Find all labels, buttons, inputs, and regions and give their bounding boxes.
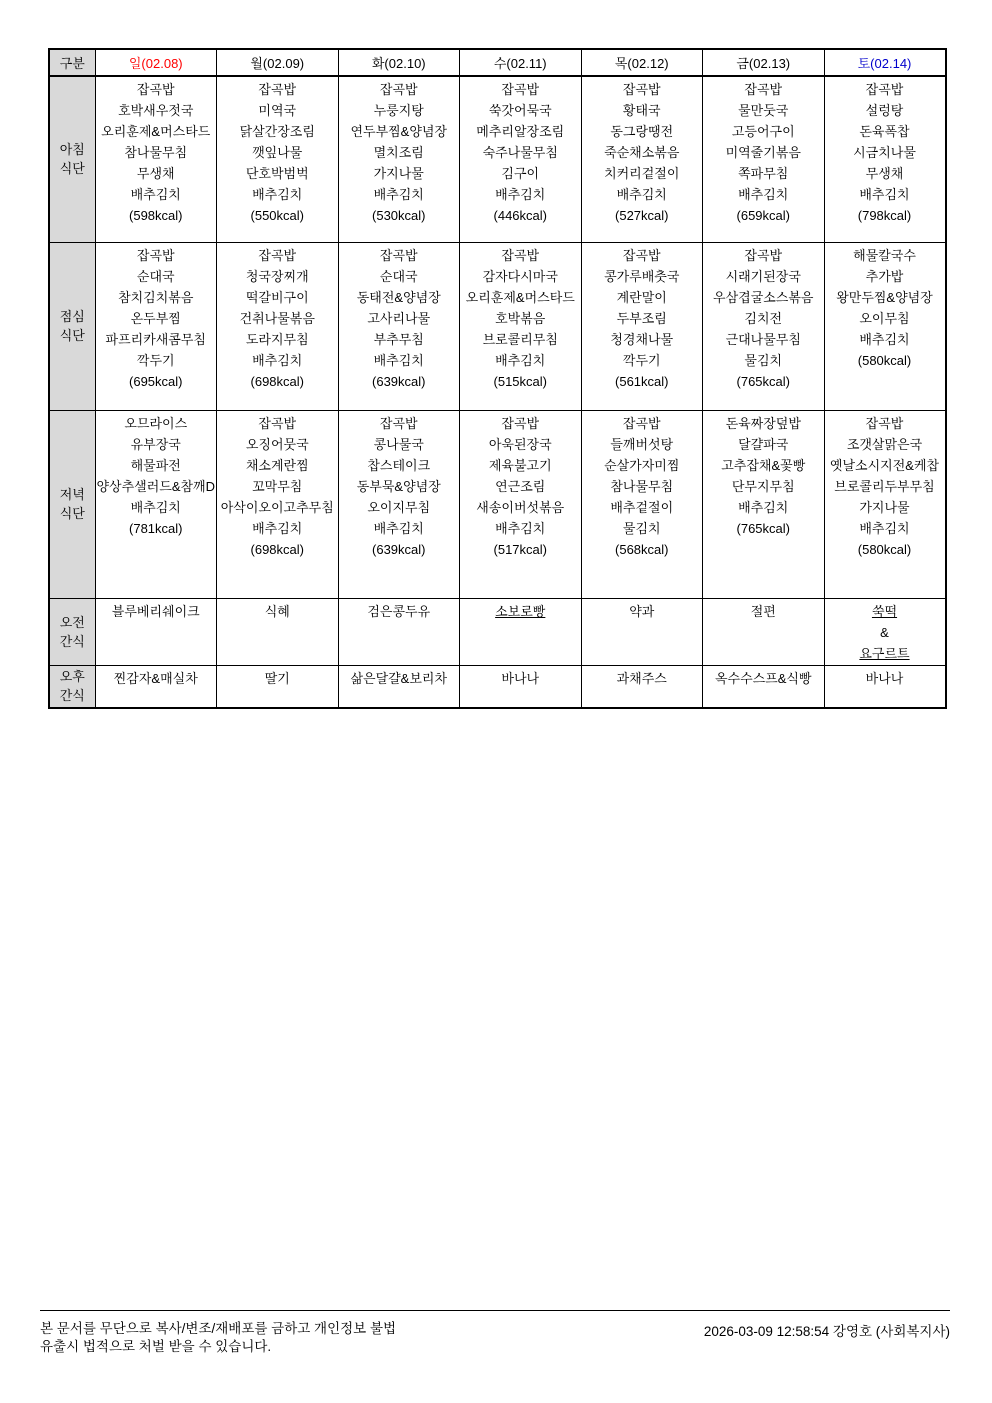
menu-item: 배추김치	[373, 187, 424, 202]
menu-cell	[581, 598, 703, 665]
menu-item: 참나물무침	[610, 478, 674, 494]
menu-item: 잡곡밥	[136, 247, 175, 263]
menu-item: 바나나	[865, 670, 904, 686]
menu-item: 옛날소시지전&케찹	[829, 457, 940, 473]
menu-cell	[460, 665, 582, 708]
menu-item: (698kcal)	[250, 373, 304, 389]
menu-cell	[581, 665, 703, 708]
footer-signature: 2026-03-09 12:58:54 강영호 (사회복지사)	[703, 1324, 950, 1339]
menu-cell	[95, 410, 217, 598]
menu-item: 고등어구이	[731, 124, 795, 139]
menu-item: (446kcal)	[493, 208, 547, 223]
menu-item: 잡곡밥	[865, 82, 904, 97]
menu-cell	[460, 242, 582, 410]
menu-item: 참나물무침	[124, 145, 188, 160]
day-header-cell: 수(02.11)	[460, 49, 582, 76]
menu-item: (530kcal)	[372, 208, 426, 223]
menu-item: 절편	[750, 603, 776, 619]
menu-item: (695kcal)	[129, 373, 183, 389]
row-label-line: 간식	[59, 633, 85, 649]
menu-item: 아욱된장국	[488, 436, 552, 452]
menu-cell	[338, 242, 460, 410]
menu-cell	[338, 410, 460, 598]
day-header-cell: 금(02.13)	[703, 49, 825, 76]
menu-item: 잡곡밥	[622, 82, 661, 97]
row-label-line: 식단	[59, 161, 85, 177]
menu-item: 쑥떡	[871, 603, 898, 619]
menu-cell	[95, 242, 217, 410]
menu-item: 콩나물국	[373, 436, 424, 452]
menu-item: 건취나물볶음	[239, 310, 315, 326]
menu-item: 브로콜리두부무침	[834, 478, 935, 494]
menu-item: 두부조림	[616, 310, 667, 326]
menu-item: 김구이	[501, 166, 540, 181]
footer-divider	[40, 1310, 950, 1311]
menu-row	[49, 76, 946, 242]
menu-item: 콩가루배춧국	[604, 268, 680, 284]
row-label-line: 점심	[59, 309, 85, 324]
menu-cell	[581, 410, 703, 598]
menu-item: 찐감자&매실차	[113, 670, 198, 686]
menu-item: 동태전&양념장	[356, 289, 441, 305]
menu-item: 잡곡밥	[622, 415, 661, 431]
menu-item: (639kcal)	[372, 373, 426, 389]
menu-item: 해물칼국수	[853, 247, 916, 263]
menu-item: 단호박범벅	[245, 166, 309, 181]
row-label-line: 아침	[59, 142, 85, 158]
menu-cell	[460, 76, 582, 242]
menu-row	[49, 410, 946, 598]
menu-item: 설렁탕	[865, 103, 904, 118]
menu-item: 순살가자미찜	[604, 457, 680, 473]
menu-item: 청경채나물	[610, 331, 674, 347]
footer-warning-line: 유출시 법적으로 처벌 받을 수 있습니다.	[40, 1339, 272, 1354]
menu-item: (659kcal)	[736, 208, 790, 223]
menu-item: 무생채	[136, 166, 175, 181]
menu-item: 닭살간장조림	[239, 124, 315, 139]
menu-item: 죽순채소볶음	[604, 145, 680, 160]
menu-item: 순대국	[379, 268, 418, 284]
menu-item: 추가밥	[865, 268, 904, 284]
menu-item: (517kcal)	[493, 541, 547, 557]
menu-item: 배추김치	[252, 520, 303, 536]
menu-cell	[824, 242, 946, 410]
menu-item: (580kcal)	[857, 352, 912, 368]
menu-item: 아삭이오이고추무침	[220, 499, 334, 515]
menu-item: 왕만두찜&양념장	[836, 289, 933, 305]
menu-item: 잡곡밥	[379, 82, 418, 97]
menu-item: 달걀파국	[738, 436, 789, 452]
menu-cell	[338, 598, 460, 665]
menu-item: 쪽파무침	[738, 166, 789, 181]
menu-item: 부추무침	[373, 331, 424, 347]
menu-cell	[460, 410, 582, 598]
menu-item: (515kcal)	[493, 373, 547, 389]
menu-item: 잡곡밥	[622, 247, 661, 263]
menu-item: 오징어뭇국	[245, 436, 309, 452]
menu-cell	[217, 665, 339, 708]
footer-warning	[40, 1320, 560, 1356]
menu-item: (781kcal)	[129, 520, 183, 536]
menu-row	[49, 598, 946, 665]
menu-item: 감자다시마국	[482, 268, 558, 284]
menu-item: 청국장찌개	[245, 268, 309, 284]
menu-item: 물김치	[622, 520, 661, 536]
menu-item: 배추김치	[373, 352, 424, 368]
menu-item: 미역국	[258, 103, 297, 118]
day-header-cell: 일(02.08)	[95, 49, 217, 76]
day-header-cell: 월(02.09)	[217, 49, 339, 76]
menu-item: 동그랑땡전	[610, 124, 674, 139]
menu-item: 깻잎나물	[252, 145, 303, 160]
menu-item: 깍두기	[136, 352, 175, 368]
menu-item: 조갯살맑은국	[846, 436, 923, 452]
menu-cell	[95, 598, 217, 665]
menu-item: 배추김치	[859, 520, 910, 536]
menu-cell	[217, 410, 339, 598]
menu-item: 근대나물무침	[725, 331, 801, 347]
menu-item: 메추리알장조림	[476, 124, 565, 139]
menu-item: (765kcal)	[736, 373, 790, 389]
menu-item: 브로콜리무침	[482, 331, 558, 347]
menu-item: 미역줄기볶음	[725, 145, 801, 160]
menu-item: 숙주나물무침	[482, 145, 558, 160]
menu-item: 호박볶음	[495, 310, 546, 326]
menu-item: 과채주스	[616, 670, 667, 686]
menu-item: 잡곡밥	[501, 415, 540, 431]
menu-item: 고사리나물	[367, 310, 431, 326]
menu-item: 잡곡밥	[501, 82, 540, 97]
menu-item: 황태국	[622, 103, 661, 118]
row-label-cell	[49, 410, 95, 598]
menu-item: 잡곡밥	[865, 415, 904, 431]
menu-cell	[824, 665, 946, 708]
menu-cell	[338, 665, 460, 708]
menu-item: 고추잡채&꽃빵	[721, 457, 806, 473]
menu-item: 참치김치볶음	[118, 289, 194, 305]
menu-item: 바나나	[501, 670, 540, 686]
menu-item: 배추김치	[495, 520, 546, 536]
menu-item: 잡곡밥	[379, 415, 418, 431]
menu-cell	[703, 410, 825, 598]
menu-item: 배추김치	[738, 187, 789, 202]
menu-item: 물만둣국	[738, 103, 789, 118]
menu-item: 떡갈비구이	[245, 289, 309, 305]
menu-item: 오므라이스	[124, 415, 188, 431]
menu-item: 동부묵&양념장	[356, 478, 441, 494]
menu-item: 채소계란찜	[245, 457, 309, 473]
menu-item: 연근조림	[495, 478, 546, 494]
menu-item: 배추김치	[252, 352, 303, 368]
menu-cell	[581, 76, 703, 242]
menu-item: 배추김치	[130, 187, 181, 202]
menu-item: 단무지무침	[731, 478, 795, 494]
row-label-line: 식단	[59, 328, 85, 343]
menu-item: 배추김치	[859, 331, 910, 347]
menu-table	[48, 48, 947, 709]
menu-item: 잡곡밥	[258, 82, 297, 97]
menu-item: 새송이버섯볶음	[476, 499, 565, 515]
menu-item: 잡곡밥	[501, 247, 540, 263]
menu-item: 양상추샐러드&참깨D	[96, 478, 216, 494]
menu-item: 식혜	[264, 603, 290, 619]
menu-item: 소보로빵	[495, 603, 546, 619]
menu-item: 배추김치	[495, 187, 546, 202]
row-label-cell	[49, 242, 95, 410]
menu-item: 잡곡밥	[136, 82, 175, 97]
row-label-line: 저녁	[59, 487, 85, 502]
menu-cell	[581, 242, 703, 410]
menu-item: (568kcal)	[615, 541, 669, 557]
menu-item: 시래기된장국	[725, 268, 801, 284]
menu-item: (798kcal)	[857, 208, 912, 223]
header-row	[49, 49, 946, 76]
menu-item: 누룽지탕	[373, 103, 424, 118]
menu-item: 무생채	[865, 166, 904, 181]
menu-item: 오리훈제&머스타드	[465, 289, 575, 305]
day-header-cell: 화(02.10)	[338, 49, 460, 76]
row-label-line: 간식	[59, 688, 85, 704]
menu-cell	[460, 598, 582, 665]
menu-cell	[824, 598, 946, 665]
menu-cell	[703, 665, 825, 708]
menu-cell	[824, 76, 946, 242]
menu-item: (527kcal)	[615, 208, 669, 223]
menu-item: (580kcal)	[857, 541, 912, 557]
menu-row	[49, 242, 946, 410]
menu-item: 돈육짜장덮밥	[725, 415, 801, 431]
corner-header-cell: 구분	[49, 49, 95, 76]
menu-item: (561kcal)	[615, 373, 669, 389]
menu-item: 검은콩두유	[367, 603, 431, 619]
menu-cell	[703, 598, 825, 665]
menu-item: (639kcal)	[372, 541, 426, 557]
menu-item: 멸치조림	[373, 145, 424, 160]
menu-item: 배추김치	[859, 187, 910, 202]
menu-item: 호박새우젓국	[118, 103, 194, 118]
menu-table-body	[49, 76, 946, 708]
menu-cell	[824, 410, 946, 598]
row-label-line: 식단	[59, 506, 85, 521]
menu-item: 잡곡밥	[258, 415, 297, 431]
menu-item: &	[880, 624, 889, 640]
row-label-cell	[49, 598, 95, 665]
row-label-cell	[49, 76, 95, 242]
row-label-line: 오후	[59, 669, 85, 685]
menu-item: 우삼겹굴소스볶음	[713, 289, 814, 305]
menu-item: 해물파전	[130, 457, 181, 473]
menu-item: (550kcal)	[250, 208, 304, 223]
menu-item: 오이지무침	[367, 499, 431, 515]
menu-item: 시금치나물	[853, 145, 916, 160]
menu-item: 배추김치	[738, 499, 789, 515]
menu-item: 배추김치	[252, 187, 303, 202]
menu-item: 온두부찜	[130, 310, 181, 326]
menu-cell	[338, 76, 460, 242]
menu-item: 물김치	[744, 352, 783, 368]
menu-item: 오리훈제&머스타드	[101, 124, 211, 139]
menu-item: 오이무침	[859, 310, 910, 326]
menu-item: 꼬막무침	[252, 478, 303, 494]
day-header-cell: 목(02.12)	[581, 49, 703, 76]
menu-cell	[703, 76, 825, 242]
menu-item: 잡곡밥	[258, 247, 297, 263]
menu-cell	[217, 76, 339, 242]
menu-item: 배추김치	[373, 520, 424, 536]
menu-item: 쑥갓어묵국	[488, 103, 552, 118]
menu-cell	[217, 598, 339, 665]
menu-item: (698kcal)	[250, 541, 304, 557]
menu-item: 약과	[629, 603, 655, 619]
menu-table-header	[49, 49, 946, 76]
menu-item: 김치전	[744, 310, 783, 326]
menu-item: 삶은달걀&보리차	[350, 670, 448, 686]
menu-item: (765kcal)	[736, 520, 790, 536]
menu-item: (598kcal)	[129, 208, 183, 223]
menu-cell	[703, 242, 825, 410]
menu-item: 찹스테이크	[367, 457, 431, 473]
menu-item: 잡곡밥	[744, 82, 783, 97]
row-label-line: 오전	[59, 614, 85, 630]
menu-item: 파프리카새콤무침	[105, 331, 206, 347]
menu-item: 돈육폭찹	[859, 124, 910, 139]
menu-item: 깍두기	[622, 352, 661, 368]
menu-item: 잡곡밥	[744, 247, 783, 263]
menu-item: 배추김치	[495, 352, 546, 368]
menu-item: 가지나물	[859, 499, 910, 515]
menu-item: 요구르트	[859, 645, 910, 661]
day-header-cell: 토(02.14)	[824, 49, 946, 76]
menu-item: 배추겉절이	[610, 499, 674, 515]
menu-item: 계란말이	[616, 289, 667, 305]
menu-item: 가지나물	[373, 166, 424, 181]
menu-cell	[95, 665, 217, 708]
menu-item: 옥수수스프&식빵	[714, 670, 812, 686]
footer-warning-line: 본 문서를 무단으로 복사/변조/재배포를 금하고 개인정보 불법	[40, 1321, 397, 1336]
menu-item: 배추김치	[130, 499, 181, 515]
menu-item: 잡곡밥	[379, 247, 418, 263]
menu-row	[49, 665, 946, 708]
menu-cell	[95, 76, 217, 242]
menu-item: 블루베리쉐이크	[111, 603, 200, 619]
menu-item: 연두부찜&양념장	[350, 124, 448, 139]
menu-item: 딸기	[264, 670, 290, 686]
menu-cell	[217, 242, 339, 410]
menu-item: 제육불고기	[488, 457, 552, 473]
menu-item: 배추김치	[616, 187, 667, 202]
row-label-cell	[49, 665, 95, 708]
menu-item: 치커리겉절이	[604, 166, 680, 181]
menu-item: 순대국	[136, 268, 175, 284]
menu-item: 들깨버섯탕	[610, 436, 674, 452]
menu-item: 도라지무침	[245, 331, 309, 347]
menu-item: 유부장국	[130, 436, 181, 452]
